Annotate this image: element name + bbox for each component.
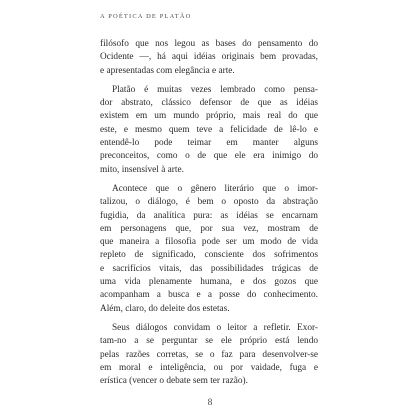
text-line: mito, insensível à arte. <box>100 164 184 175</box>
text-line: e apresentadas com elegância e arte. <box>100 65 235 76</box>
text-line: fugidia, da analítica pura: as idéias se encarnam <box>100 210 318 221</box>
text-line: uma vida plenamente humana, e dos gozos que <box>100 277 318 288</box>
text-line: preconceitos, como o de que ele era inimigo do <box>100 151 318 162</box>
text-line: tam-no a se perguntar se ele próprio está lendo <box>100 336 318 347</box>
text-line: Platão é muitas vezes lembrado como pensa- <box>112 84 318 95</box>
text-line: Acontece que o gênero literário que o imor- <box>112 183 318 194</box>
text-line: dor abstrato, clássico defensor de que as idéias <box>100 98 318 109</box>
text-line: este, e mesmo quem teve a felicidade de lê-lo e <box>100 124 318 135</box>
text-line: em personagens que, por sua vez, mostram de <box>100 223 318 234</box>
text-line: Seus diálogos convidam o leitor a refletir. Exor- <box>112 322 318 333</box>
text-line: existem em um mundo próprio, mais real do que <box>100 111 318 122</box>
running-header: A POÉTICA DE PLATÃO <box>100 13 192 20</box>
text-line: pelas razões corretas, se o faz para desenvolver-se <box>100 349 318 360</box>
text-line: em moral e inteligência, ou por vaidade, fuga e <box>100 362 318 373</box>
paragraph-2 <box>100 84 318 177</box>
paragraph-3 <box>100 183 318 316</box>
text-line: Ocidente —, há aqui idéias originais bem provadas, <box>100 52 318 63</box>
text-line: erística (vencer o debate sem ter razão). <box>100 376 248 387</box>
text-line: talizou, o diálogo, é bem o oposto da abstração <box>100 197 318 208</box>
paragraph-4 <box>100 322 318 388</box>
paragraph-1 <box>100 38 318 78</box>
text-line: Além, claro, do deleite dos estetas. <box>100 303 230 314</box>
text-line: entendê-lo pode teimar em manter alguns <box>100 138 318 149</box>
text-line: repleto de significado, consciente dos sofrimentos <box>100 250 318 261</box>
page-number: 8 <box>207 398 213 408</box>
text-line: filósofo que nos legou as bases do pensamento do <box>100 39 318 49</box>
body-text <box>100 38 318 394</box>
text-line: e sacrifícios vitais, das possibilidades trágicas de <box>100 263 318 274</box>
text-line: que maneira a filosofia pode ser um modo de vida <box>100 237 318 248</box>
text-line: acompanham a busca e a posse do conhecimento. <box>100 290 318 301</box>
